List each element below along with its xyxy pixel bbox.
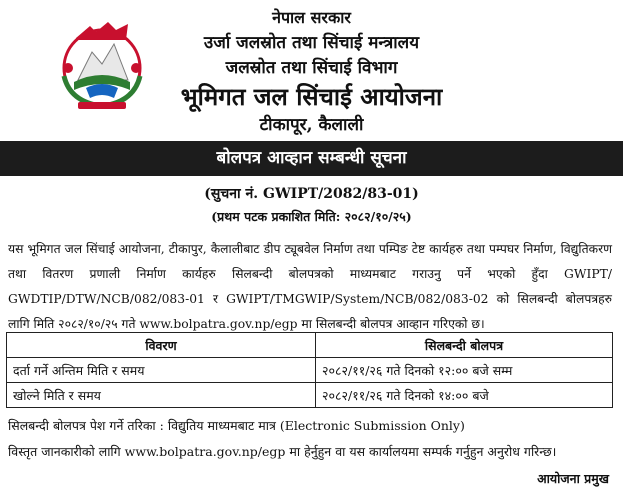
schedule-table bbox=[6, 332, 613, 408]
office-location: टीकापूर, कैलाली bbox=[259, 115, 364, 135]
signature: आयोजना प्रमुख bbox=[537, 471, 609, 486]
notice-title-banner: बोलपत्र आव्हान सम्बन्धी सूचना bbox=[0, 141, 623, 176]
notice-paragraph: यस भूमिगत जल सिंचाई आयोजना, टीकापुर, कैलालीबाट डीप ट्यूबवेल निर्माण तथा पम्पिङ टेष्ट कार्यहरु तथा पम्पघर निर्माण, विद्युतिकरण तथा वितरण प्रणाली निर्माण कार्यहरु सिलबन्दी बोलपत्रको माध्यमबाट गराउनु पर्ने भएको हुँदा GWIPT/ GWDTIP/DTW/NCB/082/083-01 र GWIPT/TMGWIP/System/NCB/082/083-02 को सिलबन्दी बोलपत्रहरु लागि मिति २०८२/१०/२५ गते www.bolpatra.gov.np/egp मा सिलबन्दी बोलपत्र आव्हान गरिएको छ। bbox=[8, 242, 612, 331]
government-name: नेपाल सरकार bbox=[272, 8, 351, 27]
department-name: जलस्रोत तथा सिंचाई विभाग bbox=[225, 58, 398, 78]
table-cell-label: खोल्ने मिति र समय bbox=[7, 383, 316, 408]
notice-header bbox=[0, 0, 623, 140]
table-row bbox=[7, 383, 613, 408]
table-cell-label: दर्ता गर्ने अन्तिम मिति र समय bbox=[7, 358, 316, 383]
submission-method: सिलबन्दी बोलपत्र पेश गर्ने तरिका : विद्युतिय माध्यमबाट मात्र (Electronic Submission Only) bbox=[8, 418, 465, 433]
table-row bbox=[7, 358, 613, 383]
table-header-row bbox=[7, 333, 613, 358]
table-header-sealed-bid: सिलबन्दी बोलपत्र bbox=[316, 333, 613, 358]
ministry-name: उर्जा जलस्रोत तथा सिंचाई मन्त्रालय bbox=[203, 33, 420, 53]
published-date: (प्रथम पटक प्रकाशित मिति: २०८२/१०/२५) bbox=[211, 209, 412, 224]
notice-number: (सुचना नं. GWIPT/2082/83-01) bbox=[204, 186, 419, 202]
table-cell-value: २०८२/११/२६ गते दिनको १२:०० बजे सम्म bbox=[316, 358, 613, 383]
info-line: विस्तृत जानकारीको लागि www.bolpatra.gov.np/egp मा हेर्नुहुन वा यस कार्यालयमा सम्पर्क गर्नुहुन अनुरोध गरिन्छ। bbox=[8, 444, 557, 459]
project-name: भूमिगत जल सिंचाई आयोजना bbox=[180, 82, 443, 111]
table-header-description: विवरण bbox=[7, 333, 316, 358]
table-cell-value: २०८२/११/२६ गते दिनको १४:०० बजे bbox=[316, 383, 613, 408]
